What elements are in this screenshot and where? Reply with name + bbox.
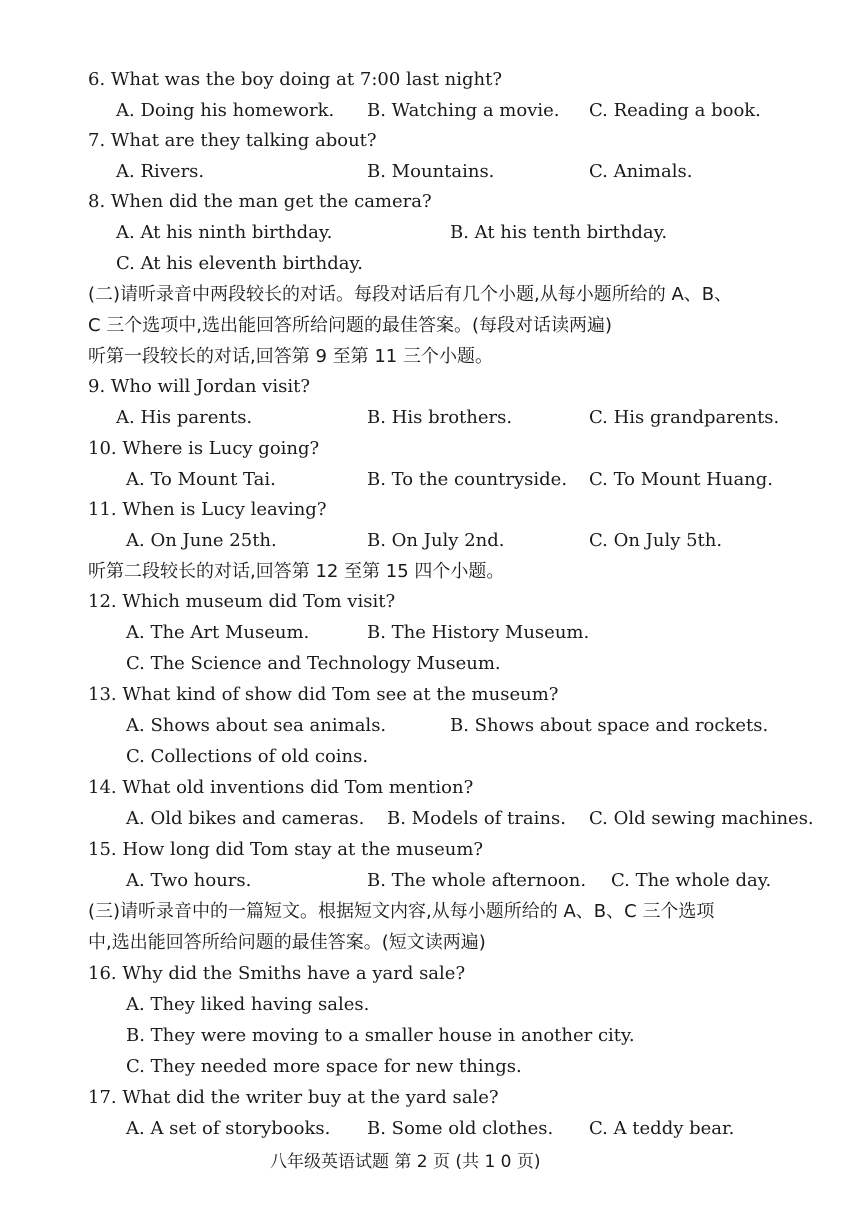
question-11-option-c: C. On July 5th. (589, 530, 723, 551)
question-13-option-a: A. Shows about sea animals. (126, 715, 387, 736)
question-8-option-a: A. At his ninth birthday. (116, 222, 333, 243)
question-15-option-c: C. The whole day. (611, 870, 772, 891)
question-10-option-b: B. To the countryside. (367, 469, 568, 490)
question-11-stem: 11. When is Lucy leaving? (88, 499, 327, 520)
page-footer: 八年级英语试题 第 2 页 (共 1 0 页) (270, 1152, 541, 1172)
question-8-option-b: B. At his tenth birthday. (450, 222, 668, 243)
question-16-option-b: B. They were moving to a smaller house in another city. (126, 1025, 635, 1046)
question-17-option-c: C. A teddy bear. (589, 1118, 735, 1139)
question-8-option-c: C. At his eleventh birthday. (116, 253, 364, 274)
question-16-stem: 16. Why did the Smiths have a yard sale? (88, 963, 466, 984)
question-17-option-a: A. A set of storybooks. (126, 1118, 331, 1139)
question-16-option-a: A. They liked having sales. (126, 994, 370, 1015)
question-12-stem: 12. Which museum did Tom visit? (88, 591, 396, 612)
dialog-2-instruction: 听第二段较长的对话,回答第 12 至第 15 四个小题。 (88, 561, 505, 582)
question-14-stem: 14. What old inventions did Tom mention? (88, 777, 474, 798)
section-2-instruction-line-2: C 三个选项中,选出能回答所给问题的最佳答案。(每段对话读两遍) (88, 315, 613, 336)
question-9-option-c: C. His grandparents. (589, 407, 780, 428)
question-17-option-b: B. Some old clothes. (367, 1118, 554, 1139)
question-8-stem: 8. When did the man get the camera? (88, 191, 432, 212)
question-12-option-b: B. The History Museum. (367, 622, 590, 643)
question-13-option-c: C. Collections of old coins. (126, 746, 369, 767)
question-9-option-b: B. His brothers. (367, 407, 513, 428)
question-15-stem: 15. How long did Tom stay at the museum? (88, 839, 484, 860)
question-13-stem: 13. What kind of show did Tom see at the museum? (88, 684, 559, 705)
question-12-option-a: A. The Art Museum. (126, 622, 310, 643)
question-10-option-a: A. To Mount Tai. (126, 469, 276, 490)
question-9-option-a: A. His parents. (116, 407, 253, 428)
section-3-instruction-line-1: (三)请听录音中的一篇短文。根据短文内容,从每小题所给的 A、B、C 三个选项 (88, 901, 715, 922)
question-12-option-c: C. The Science and Technology Museum. (126, 653, 501, 674)
question-14-option-c: C. Old sewing machines. (589, 808, 814, 829)
question-11-option-a: A. On June 25th. (126, 530, 277, 551)
question-6-stem: 6. What was the boy doing at 7:00 last night? (88, 69, 503, 90)
question-7-option-a: A. Rivers. (116, 161, 205, 182)
question-7-option-b: B. Mountains. (367, 161, 495, 182)
dialog-1-instruction: 听第一段较长的对话,回答第 9 至第 11 三个小题。 (88, 346, 493, 367)
question-6-option-c: C. Reading a book. (589, 100, 761, 121)
question-6-option-a: A. Doing his homework. (116, 100, 335, 121)
question-15-option-b: B. The whole afternoon. (367, 870, 587, 891)
question-9-stem: 9. Who will Jordan visit? (88, 376, 310, 397)
question-13-option-b: B. Shows about space and rockets. (450, 715, 769, 736)
question-16-option-c: C. They needed more space for new things. (126, 1056, 522, 1077)
question-14-option-b: B. Models of trains. (387, 808, 566, 829)
question-7-stem: 7. What are they talking about? (88, 130, 377, 151)
question-15-option-a: A. Two hours. (126, 870, 252, 891)
question-6-option-b: B. Watching a movie. (367, 100, 560, 121)
section-2-instruction-line-1: (二)请听录音中两段较长的对话。每段对话后有几个小题,从每小题所给的 A、B、 (88, 284, 733, 305)
question-14-option-a: A. Old bikes and cameras. (126, 808, 365, 829)
section-3-instruction-line-2: 中,选出能回答所给问题的最佳答案。(短文读两遍) (88, 932, 486, 953)
question-7-option-c: C. Animals. (589, 161, 693, 182)
question-10-option-c: C. To Mount Huang. (589, 469, 774, 490)
question-10-stem: 10. Where is Lucy going? (88, 438, 320, 459)
question-11-option-b: B. On July 2nd. (367, 530, 505, 551)
question-17-stem: 17. What did the writer buy at the yard sale? (88, 1087, 499, 1108)
